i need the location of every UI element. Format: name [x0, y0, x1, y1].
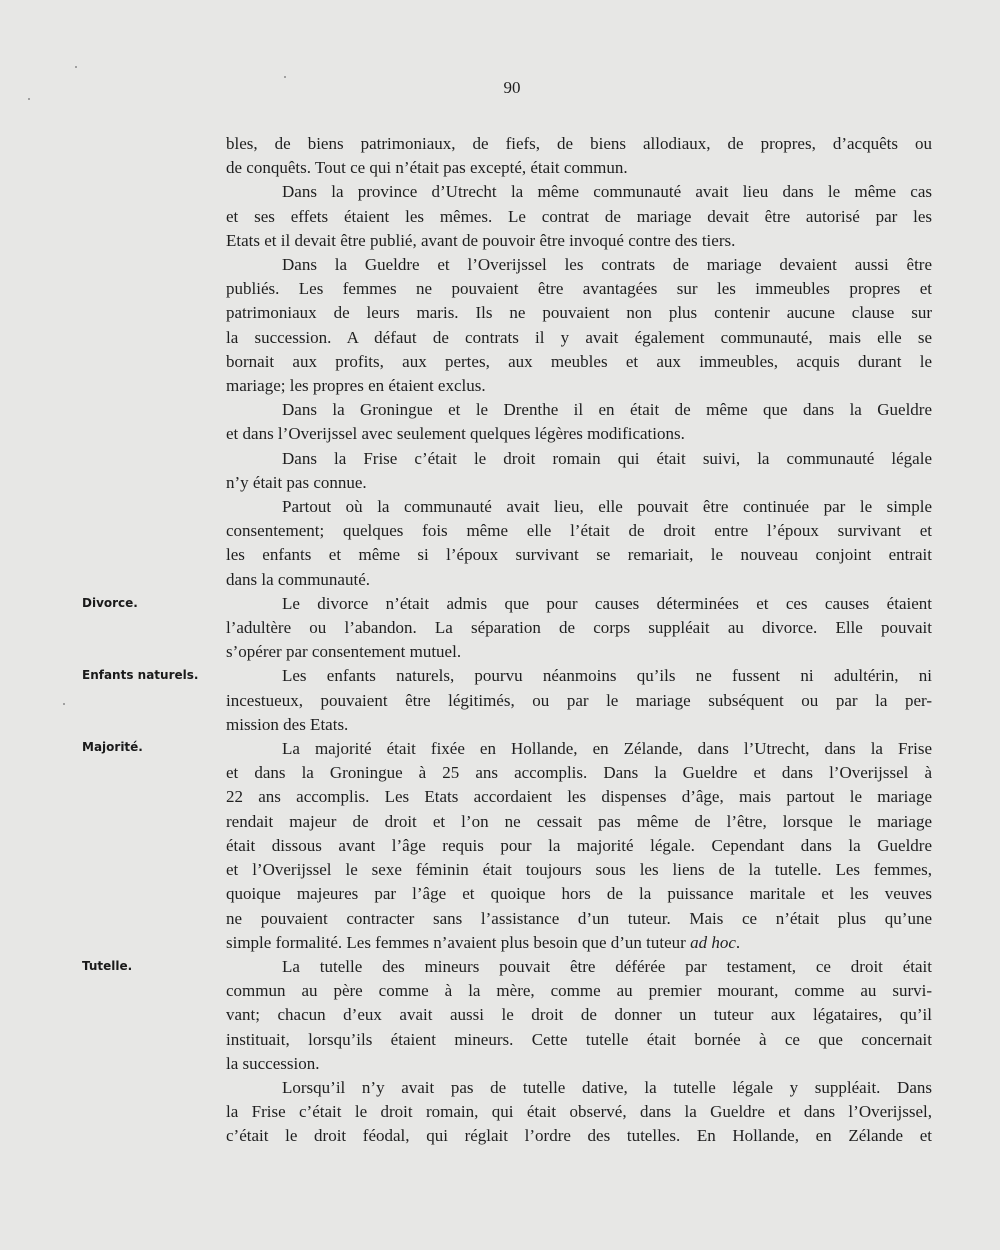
- text-line: Dans la Gueldre et l’Overijssel les contrats de mariage devaient aussi être: [282, 255, 932, 275]
- text-line: La majorité était fixée en Hollande, en Zélande, dans l’Utrecht, dans la Frise: [282, 739, 932, 759]
- margin-note-enfants-naturels: Enfants naturels.: [82, 668, 199, 682]
- text-line: la succession. A défaut de contrats il y avait également communauté, mais elle se: [226, 327, 932, 347]
- paper-speck: [284, 76, 286, 78]
- margin-note-majorite: Majorité.: [82, 740, 143, 754]
- text-line: c’était le droit féodal, qui réglait l’ordre des tutelles. En Hollande, en Zélande et: [226, 1126, 932, 1146]
- text-line: rendait majeur de droit et l’on ne cessait pas même de l’être, lorsque le mariage: [226, 811, 932, 831]
- paper-speck: [63, 703, 65, 705]
- text-line: de conquêts. Tout ce qui n’était pas excepté, était commun.: [226, 158, 628, 178]
- text-line: Dans la Groningue et le Drenthe il en était de même que dans la Gueldre: [282, 400, 932, 420]
- page-number: 90: [503, 78, 521, 97]
- paper-speck: [75, 66, 77, 68]
- text-line: Partout où la communauté avait lieu, elle pouvait être continuée par le simple: [282, 497, 932, 517]
- text-line: Etats et il devait être publié, avant de pouvoir être invoqué contre des tiers.: [226, 230, 736, 250]
- text-line: Les enfants naturels, pourvu néanmoins qu’ils ne fussent ni adultérin, ni: [282, 666, 932, 686]
- text-line: et ses effets étaient les mêmes. Le contrat de mariage devait être autorisé par les: [226, 206, 932, 226]
- text-line: et dans l’Overijssel avec seulement quelques légères modifications.: [226, 424, 685, 444]
- margin-note-tutelle: Tutelle.: [82, 959, 133, 973]
- text-line: bles, de biens patrimoniaux, de fiefs, de biens allodiaux, de propres, d’acquêts ou: [226, 134, 932, 153]
- text-line: l’adultère ou l’abandon. La séparation de corps suppléait au divorce. Elle pouvait: [226, 618, 932, 638]
- text-line: publiés. Les femmes ne pouvaient être avantagées sur les immeubles propres et: [226, 279, 932, 299]
- paper-speck: [28, 98, 30, 100]
- text-line: et l’Overijssel le sexe féminin était toujours sous les liens de la tutelle. Les femmes,: [226, 860, 932, 880]
- text-line: mariage; les propres en étaient exclus.: [226, 376, 486, 396]
- margin-note-divorce: Divorce.: [82, 596, 138, 610]
- text-line: Le divorce n’était admis que pour causes déterminées et ces causes étaient: [282, 593, 932, 613]
- text-line: consentement; quelques fois même elle l’était de droit entre l’époux survivant et: [226, 521, 932, 541]
- text-line: simple formalité. Les femmes n’avaient plus besoin que d’un tuteur ad hoc.: [226, 932, 741, 952]
- text-line: 22 ans accomplis. Les Etats accordaient les dispenses d’âge, mais partout le mariage: [226, 787, 932, 807]
- text-line: dans la communauté.: [226, 569, 370, 589]
- text-line: incestueux, pouvaient être légitimés, ou par le mariage subséquent ou par la per-: [226, 690, 932, 710]
- text-line: n’y était pas connue.: [226, 472, 367, 492]
- text-line: instituait, lorsqu’ils étaient mineurs. Cette tutelle était bornée à ce que concernait: [226, 1029, 932, 1049]
- text-line: La tutelle des mineurs pouvait être déférée par testament, ce droit était: [282, 956, 932, 976]
- text-line: la succession.: [226, 1053, 320, 1073]
- body-text: [226, 132, 932, 1149]
- text-line: les enfants et même si l’époux survivant se remariait, le nouveau conjoint entrait: [226, 545, 932, 565]
- text-line: Dans la province d’Utrecht la même communauté avait lieu dans le même cas: [282, 182, 932, 202]
- text-line: commun au père comme à la mère, comme au premier mourant, comme au survi-: [226, 981, 932, 1001]
- text-line: ne pouvaient contracter sans l’assistance d’un tuteur. Mais ce n’était plus qu’une: [226, 908, 932, 928]
- text-line: Dans la Frise c’était le droit romain qui était suivi, la communauté légale: [282, 448, 932, 468]
- text-line: patrimoniaux de leurs maris. Ils ne pouvaient non plus contenir aucune clause sur: [226, 303, 932, 323]
- text-line: était dissous avant l’âge requis pour la majorité légale. Cependant dans la Gueldre: [226, 835, 932, 855]
- text-line: vant; chacun d’eux avait aussi le droit de donner un tuteur aux légataires, qu’il: [226, 1005, 932, 1025]
- text-line: quoique majeures par l’âge et quoique hors de la puissance maritale et les veuves: [226, 884, 932, 904]
- text-line: la Frise c’était le droit romain, qui était observé, dans la Gueldre et dans l’Overijssel,: [226, 1102, 932, 1122]
- text-line: mission des Etats.: [226, 714, 349, 734]
- text-line: bornait aux profits, aux pertes, aux meubles et aux immeubles, acquis durant le: [226, 351, 932, 371]
- text-line: s’opérer par consentement mutuel.: [226, 642, 462, 662]
- text-line: et dans la Groningue à 25 ans accomplis. Dans la Gueldre et dans l’Overijssel à: [226, 763, 932, 783]
- text-line: Lorsqu’il n’y avait pas de tutelle dative, la tutelle légale y suppléait. Dans: [282, 1077, 932, 1097]
